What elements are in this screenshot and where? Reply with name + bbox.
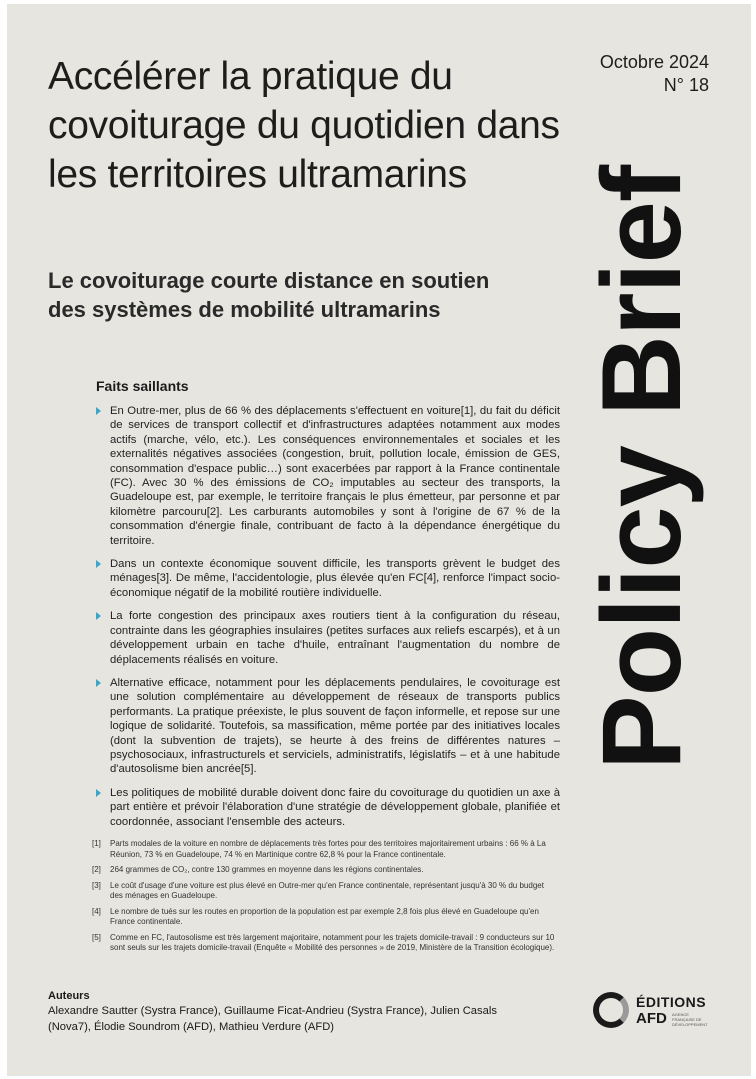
issue-info [600, 51, 709, 97]
series-title: Policy Brief [579, 165, 704, 770]
list-item: La forte congestion des principaux axes routiers tient à la configuration du réseau, contrainte dans les géographies insulaires (petites surfaces aux reliefs escarpés), et à un développement urbain en tache d'huile, entraînant l'augmentation du nombre de déplacements réalisés en voiture. [96, 609, 560, 667]
publication-date: Octobre 2024 [599, 52, 709, 72]
triangle-bullet-icon [96, 560, 101, 568]
footnote: [5] Comme en FC, l'autosolisme est très largement majoritaire, notamment pour les trajets domicile-travail : 9 conducteurs sur 10 sont seuls sur les trajets domicile-travail (Enquête « Mobilité des personnes » de 2019, Ministère de la Transition écologique). [92, 932, 555, 952]
logo-line2: AFD [636, 1010, 667, 1027]
page-subtitle: Le covoiturage courte distance en soutien des systèmes de mobilité ultramarins [48, 268, 490, 322]
logo-tagline: AGENCE FRANÇAISE DE DÉVELOPPEMENT [672, 1012, 708, 1027]
list-item: En Outre-mer, plus de 66 % des déplacements s'effectuent en voiture[1], du fait du déficit de services de transport collectif et d'infrastructures adaptées notamment aux modes actifs (marche, vélo, etc.). Les conséquences environnementales et sociales et les externalités négatives associées (congestion, bruit, pollution locale, émission de GES, consommation d'espace public…) sont exacerbées par rapport à la France continentale (FC). Avec 30 % des émissions de CO₂ imputables au secteur des transports, la Guadeloupe est, par exemple, le territoire français le plus émetteur, par personne et par kilomètre parcouru[2]. Les carburants automobiles y sont à l'origine de 67 % de la consommation d'énergie finale, contribuant de facto à la dépendance énergétique du territoire. [96, 404, 560, 548]
footnote: [2] 264 grammes de CO₂, contre 130 grammes en moyenne dans les régions continentales. [92, 865, 424, 874]
list-item: Alternative efficace, notamment pour les déplacements pendulaires, le covoiturage est une solution complémentaire au développement de réseaux de transports publics performants. La pratique préexiste, le plus souvent de façon informelle, et repose sur une logique de solidarité. Toutefois, sa massification, même portée par des initiatives locales (dont la subvention de trajets), se heurte à des freins de différentes natures – psychosociaux, infrastructurels et serviciels, administratifs, législatifs – et à une habitude d'autosolisme bien ancrée[5]. [96, 676, 560, 777]
highlights-heading: Faits saillants [96, 378, 189, 394]
highlights-list [96, 404, 560, 838]
footnotes [92, 839, 558, 959]
triangle-bullet-icon [96, 407, 101, 415]
list-item: Les politiques de mobilité durable doivent donc faire du covoiturage du quotidien un axe à part entière et prévoir l'élaboration d'une stratégie de développement globale, planifiée et coordonnée, associant l'ensemble des acteurs. [96, 786, 560, 829]
editions-afd-logo [593, 992, 723, 1032]
footnote: [1] Parts modales de la voiture en nombre de déplacements très fortes pour des territoires majoritairement urbains : 66 % à La Réunion, 73 % en Guadeloupe, 74 % en Martinique contre 62,8 % pour la France continentale. [92, 839, 546, 859]
list-item: Dans un contexte économique souvent difficile, les transports grèvent le budget des ménages[3]. De même, l'accidentologie, plus élevée qu'en FC[4], renforce l'impact socio-économique négatif de la mobilité routière individuelle. [96, 557, 560, 600]
logo-line1: ÉDITIONS [636, 994, 707, 1010]
authors-list: Alexandre Sautter (Systra France), Guillaume Ficat-Andrieu (Systra France), Julien Casals (Nova7), Élodie Soundrom (AFD), Mathieu Verdure (AFD) [48, 1005, 497, 1033]
triangle-bullet-icon [96, 789, 101, 797]
footnote: [3] Le coût d'usage d'une voiture est plus élevé en Outre-mer qu'en France continentale, représentant jusqu'à 30 % du budget des ménages en Guadeloupe. [92, 880, 544, 900]
page-title: Accélérer la pratique du covoiturage du quotidien dans les territoires ultramarins [48, 55, 560, 196]
issue-number: N° 18 [663, 75, 709, 95]
footnote: [4] Le nombre de tués sur les routes en proportion de la population est par exemple 2,8 fois plus élevé en Guadeloupe qu'en France continentale. [92, 906, 539, 926]
policy-brief-page [7, 4, 751, 1076]
logo-ring-icon [593, 992, 629, 1028]
triangle-bullet-icon [96, 679, 101, 687]
triangle-bullet-icon [96, 612, 101, 620]
authors-heading: Auteurs [48, 990, 90, 1002]
